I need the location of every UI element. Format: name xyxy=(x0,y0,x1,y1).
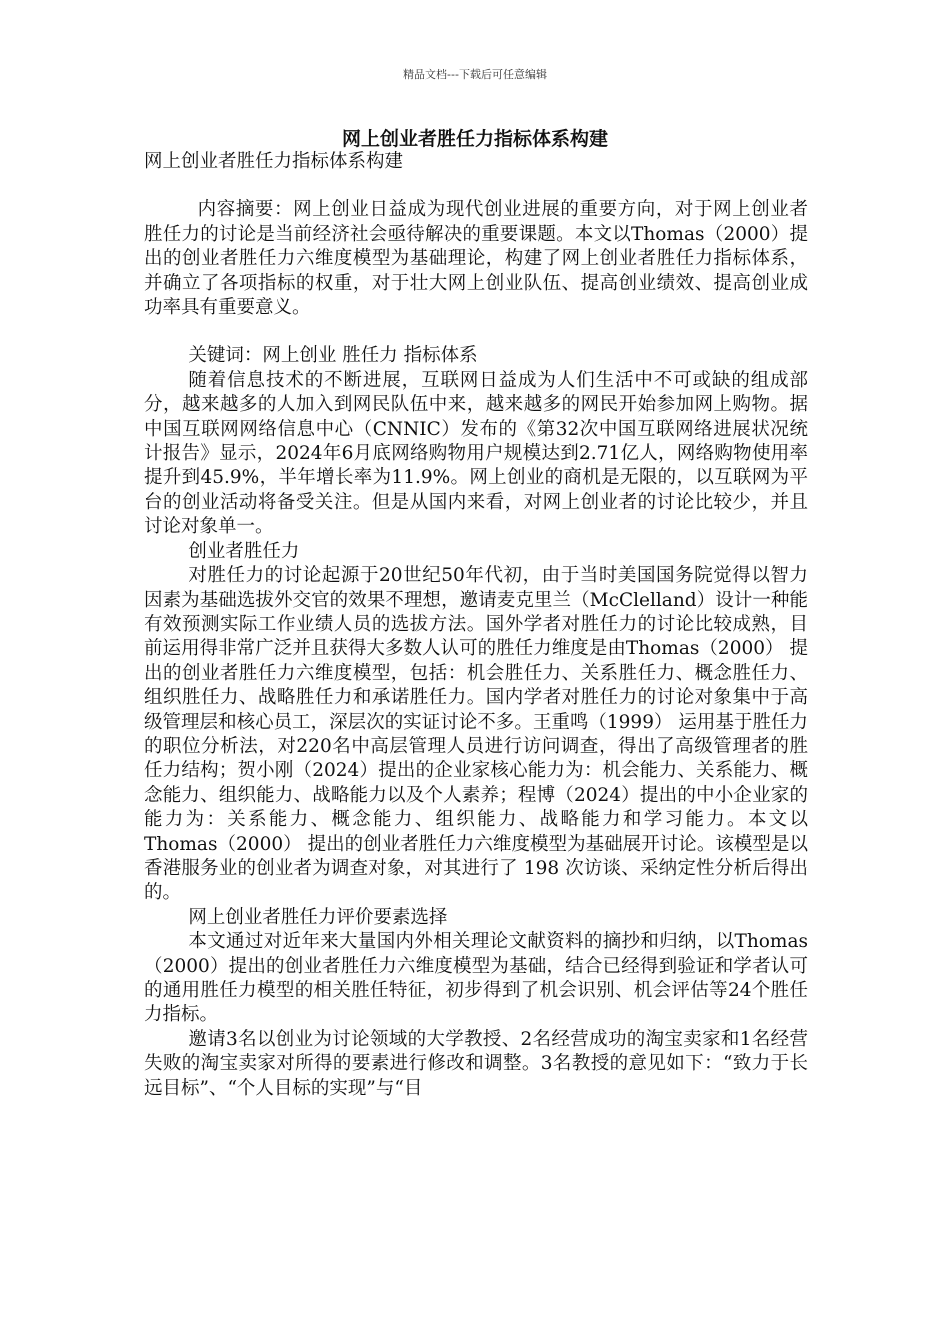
evaluation-paragraph-1: 本文通过对近年来大量国内外相关理论文献资料的摘抄和归纳，以Thomas（2000）提出的创业者胜任力六维度模型为基础，结合已经得到验证和学者认可的通用胜任力模型的相关胜任特征，初步得到了机会识别、机会评估等24个胜任力指标。 xyxy=(144,931,808,1026)
section-heading-evaluation-factors: 网上创业者胜任力评价要素选择 xyxy=(188,906,448,928)
keywords-line: 关键词：网上创业 胜任力 指标体系 xyxy=(188,345,478,367)
document-subtitle: 网上创业者胜任力指标体系构建 xyxy=(144,151,404,172)
intro-paragraph: 随着信息技术的不断进展，互联网日益成为人们生活中不可或缺的组成部分，越来越多的人加入到网民队伍中来，越来越多的网民开始参加网上购物。据中国互联网网络信息中心（CNNIC）发布的《第32次中国互联网络进展状况统计报告》显示，2024年6月底网络购物用户规模达到2.71亿人，网络购物使用率提升到45.9%，半年增长率为11.9%。网上创业的商机是无限的，以互联网为平台的创业活动将备受关注。但是从国内来看，对网上创业者的讨论比较少，并且讨论对象单一。 xyxy=(144,369,808,538)
competency-paragraph: 对胜任力的讨论起源于20世纪50年代初，由于当时美国国务院觉得以智力因素为基础选拔外交官的效果不理想，邀请麦克里兰（McClelland）设计一种能有效预测实际工作业绩人员的选拔方法。国外学者对胜任力的讨论比较成熟，目前运用得非常广泛并且获得大多数人认可的胜任力维度是由Thomas（2000） 提出的创业者胜任力六维度模型，包括：机会胜任力、关系胜任力、概念胜任力、组织胜任力、战略胜任力和承诺胜任力。国内学者对胜任力的讨论对象集中于高级管理层和核心员工，深层次的实证讨论不多。王重鸣（1999） 运用基于胜任力的职位分析法，对220名中高层管理人员进行访问调查，得出了高级管理者的胜任力结构；贺小刚（2024）提出的企业家核心能力为：机会能力、关系能力、概念能力、组织能力、战略能力以及个人素养；程博（2024）提出的中小企业家的能力为：关系能力、概念能力、组织能力、战略能力和学习能力。本文以Thomas（2000） 提出的创业者胜任力六维度模型为基础展开讨论。该模型是以香港服务业的创业者为调查对象，对其进行了 198 次访谈、采纳定性分析后得出的。 xyxy=(144,565,808,904)
section-heading-competency: 创业者胜任力 xyxy=(188,540,300,562)
evaluation-paragraph-2: 邀请3名以创业为讨论领域的大学教授、2名经营成功的淘宝卖家和1名经营失败的淘宝卖家对所得的要素进行修改和调整。3名教授的意见如下：“致力于长远目标”、“个人目标的实现”与“目 xyxy=(144,1028,808,1099)
abstract-paragraph: 内容摘要：网上创业日益成为现代创业进展的重要方向，对于网上创业者胜任力的讨论是当前经济社会亟待解决的重要课题。本文以Thomas（2000）提出的创业者胜任力六维度模型为基础理论，构建了网上创业者胜任力指标体系，并确立了各项指标的权重，对于壮大网上创业队伍、提高创业绩效、提高创业成功率具有重要意义。 xyxy=(144,199,808,319)
document-title: 网上创业者胜任力指标体系构建 xyxy=(341,128,608,150)
header-note: 精品文档---下载后可任意编辑 xyxy=(403,68,547,81)
document-body xyxy=(144,150,808,1101)
